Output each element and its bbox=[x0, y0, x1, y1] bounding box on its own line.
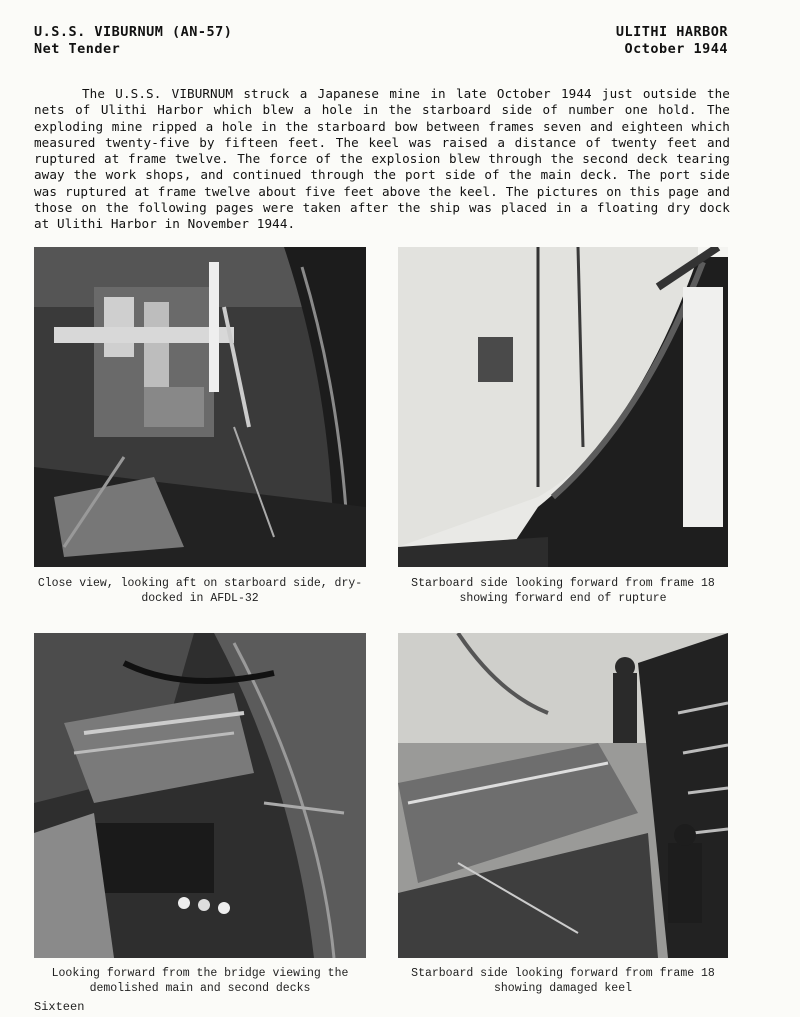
header-right bbox=[616, 24, 728, 58]
caption-photo-4: Starboard side looking forward from frame 18 showing damaged keel bbox=[411, 967, 715, 995]
page-number: Sixteen bbox=[34, 1000, 85, 1014]
photo-starboard-aft bbox=[34, 247, 366, 567]
ship-name: U.S.S. VIBURNUM (AN-57) bbox=[34, 24, 233, 40]
caption-photo-2: Starboard side looking forward from frame 18 showing forward end of rupture bbox=[411, 577, 715, 605]
photo-demolished-decks bbox=[34, 633, 366, 958]
caption-photo-3: Looking forward from the bridge viewing the demolished main and second decks bbox=[51, 967, 349, 995]
location: ULITHI HARBOR bbox=[615, 24, 728, 40]
photo-starboard-forward-rupture bbox=[398, 247, 728, 567]
caption-photo-1: Close view, looking aft on starboard side, dry- docked in AFDL-32 bbox=[37, 577, 363, 605]
header-left bbox=[34, 24, 232, 58]
date: October 1944 bbox=[624, 41, 728, 57]
photo-damaged-keel bbox=[398, 633, 728, 958]
ship-type: Net Tender bbox=[34, 41, 121, 57]
intro-paragraph: The U.S.S. VIBURNUM struck a Japanese mine in late October 1944 just outside the nets of Ulithi Harbor which blew a hole in the starboard side of number one hold. The exploding mine ripped a hole in the starboard bow between frames seven and eighteen which measured twenty-five by fifteen feet. The keel was raised a distance of twenty feet and ruptured at frame twelve. The force of the explosion blew through the second deck tearing away the work shops, and continued through the port side of the main deck. The port side was ruptured at frame twelve about five feet above the keel. The pictures on this page and those on the following pages were taken after the ship was placed in a floating dry dock at Ulithi Harbor in November 1944. bbox=[34, 86, 730, 232]
